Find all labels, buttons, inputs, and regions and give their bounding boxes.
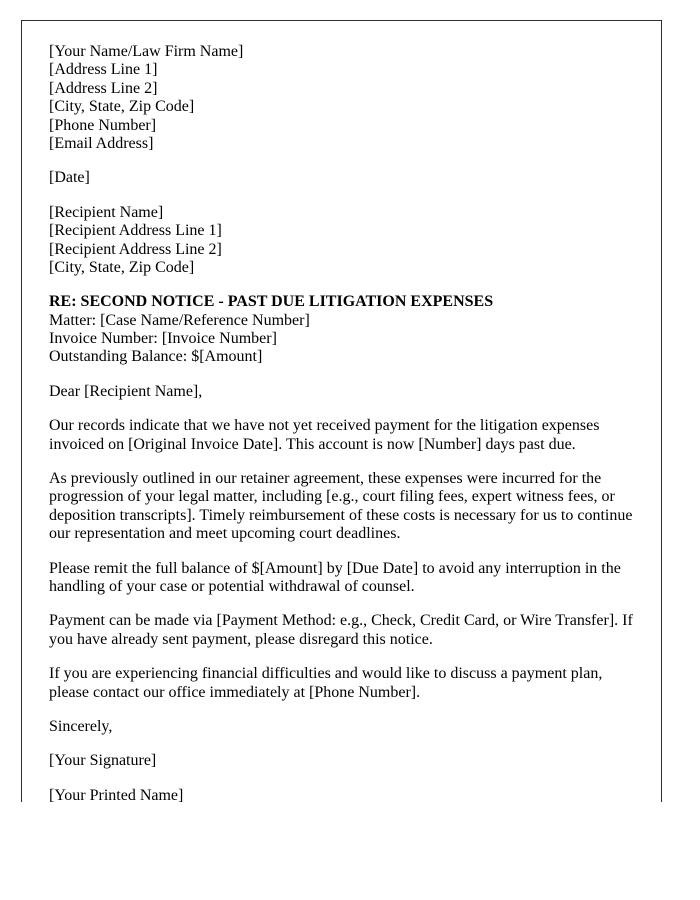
subject-re-line: RE: SECOND NOTICE - PAST DUE LITIGATION EXPENSES bbox=[49, 293, 494, 311]
body-paragraph-payment-plan: If you are experiencing financial difficulties and would like to discuss a payment plan, please contact our office immediately at [Phone Number]. bbox=[49, 665, 603, 701]
closing: Sincerely, bbox=[49, 717, 113, 735]
body-paragraph-remit: Please remit the full balance of $[Amount] by [Due Date] to avoid any interruption in the handling of your case or potential withdrawal of counsel. bbox=[49, 559, 621, 595]
sender-phone: [Phone Number] bbox=[49, 116, 157, 134]
letter-date: [Date] bbox=[49, 169, 90, 187]
sender-address-block bbox=[49, 43, 635, 153]
subject-invoice-line: Invoice Number: [Invoice Number] bbox=[49, 330, 277, 348]
salutation: Dear [Recipient Name], bbox=[49, 382, 203, 400]
subject-matter-line: Matter: [Case Name/Reference Number] bbox=[49, 311, 310, 329]
sender-name: [Your Name/Law Firm Name] bbox=[49, 43, 244, 60]
sender-city-state-zip: [City, State, Zip Code] bbox=[49, 98, 195, 116]
sender-email: [Email Address] bbox=[49, 134, 154, 152]
subject-balance-line: Outstanding Balance: $[Amount] bbox=[49, 348, 263, 366]
letter-document bbox=[21, 20, 662, 802]
sender-address-line-2: [Address Line 2] bbox=[49, 79, 158, 97]
recipient-address-line-2: [Recipient Address Line 2] bbox=[49, 240, 222, 258]
body-paragraph-records: Our records indicate that we have not yet received payment for the litigation expenses invoiced on [Original Invoice Date]. This account is now [Number] days past due. bbox=[49, 417, 600, 453]
body-paragraph-retainer: As previously outlined in our retainer agreement, these expenses were incurred for the progression of your legal matter, including [e.g., court filing fees, expert witness fees, or deposition transcripts]. Timely reimbursement of these costs is necessary for us to continue our representation and meet upcoming court deadlines. bbox=[49, 470, 633, 543]
recipient-city-state-zip: [City, State, Zip Code] bbox=[49, 258, 195, 276]
body-paragraph-payment-method: Payment can be made via [Payment Method: e.g., Check, Credit Card, or Wire Transfer]. If you have already sent payment, please disregard this notice. bbox=[49, 612, 633, 648]
signature-placeholder: [Your Signature] bbox=[49, 752, 157, 770]
sender-address-line-1: [Address Line 1] bbox=[49, 61, 158, 79]
recipient-address-block bbox=[49, 204, 635, 278]
subject-block bbox=[49, 293, 635, 367]
printed-name-placeholder: [Your Printed Name] bbox=[49, 786, 184, 804]
recipient-address-line-1: [Recipient Address Line 1] bbox=[49, 222, 222, 240]
recipient-name: [Recipient Name] bbox=[49, 203, 164, 221]
